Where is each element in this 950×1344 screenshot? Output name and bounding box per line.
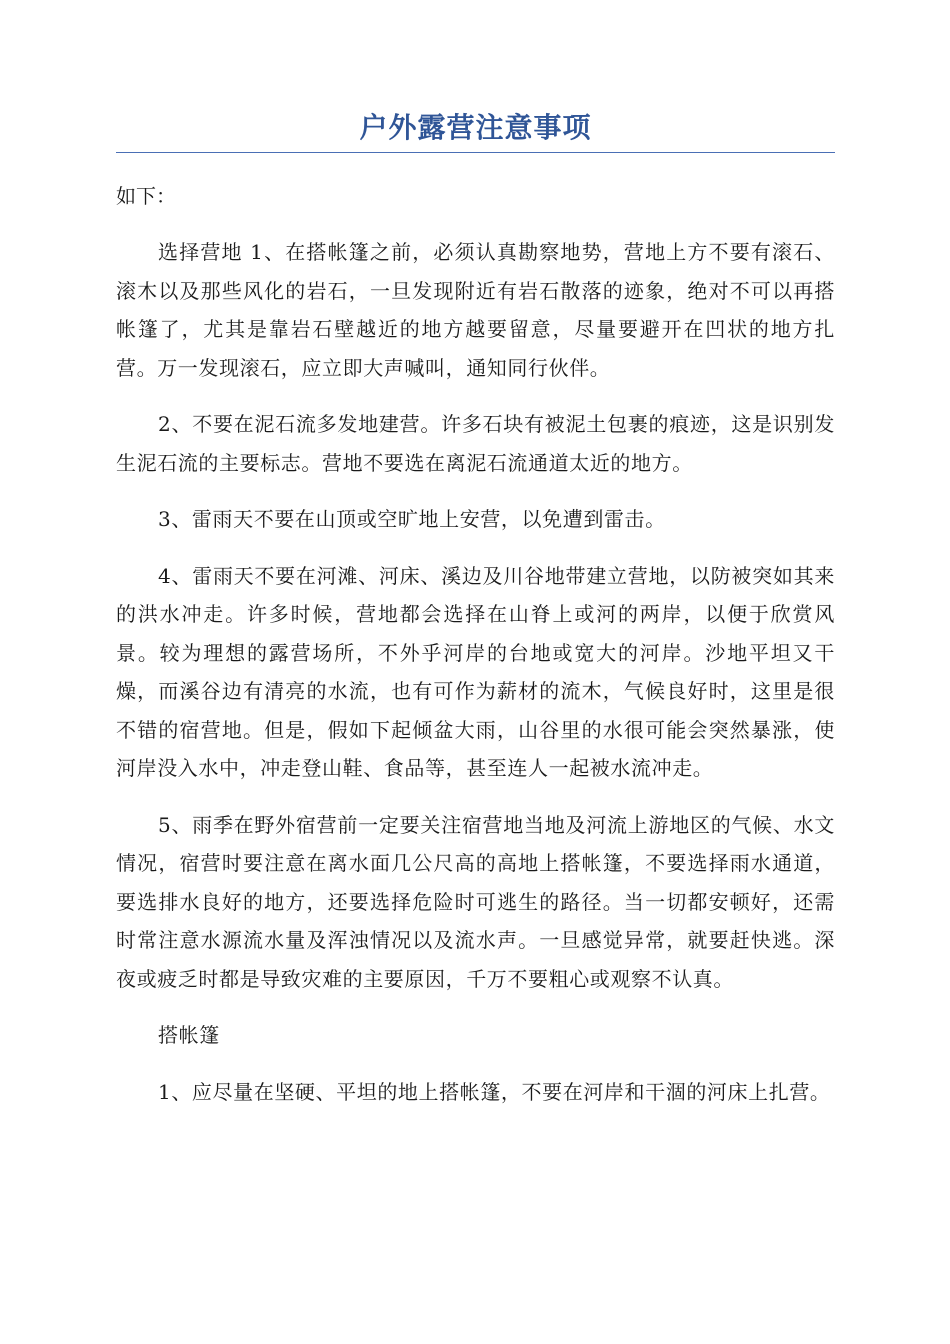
- page-title: 户外露营注意事项: [116, 108, 835, 153]
- paragraph-tent-ground: 1、应尽量在坚硬、平坦的地上搭帐篷，不要在河岸和干涸的河床上扎营。: [158, 1079, 831, 1104]
- paragraph-lightning: 3、雷雨天不要在山顶或空旷地上安营，以免遭到雷击。: [158, 507, 666, 531]
- paragraph-site-selection: 选择营地 1、在搭帐篷之前，必须认真勘察地势，营地上方不要有滚石、滚木以及那些风化的岩石，一旦发现附近有岩石散落的迹象，绝对不可以再搭帐篷了，尤其是靠岩石壁越近的地方越要留意，尽量要避开在凹状的地方扎营。万一发现滚石，应立即大声喊叫，通知同行伙伴。: [116, 240, 835, 380]
- intro-text: 如下：: [116, 184, 176, 208]
- section-heading-pitching-tent: 搭帐篷: [158, 1023, 220, 1047]
- paragraph-rainy-season: 5、雨季在野外宿营前一定要关注宿营地当地及河流上游地区的气候、水文情况，宿营时要注意在离水面几公尺高的高地上搭帐篷，不要选择雨水通道，要选排水良好的地方，还要选择危险时可逃生的路径。当一切都安顿好，还需时常注意水源流水量及浑浊情况以及流水声。一旦感觉异常，就要赶快逃。深夜或疲乏时都是导致灾难的主要原因，千万不要粗心或观察不认真。: [116, 812, 835, 991]
- document-page: [116, 108, 835, 1111]
- paragraph-mudslide: 2、不要在泥石流多发地建营。许多石块有被泥土包裹的痕迹，这是识别发生泥石流的主要标志。营地不要选在离泥石流通道太近的地方。: [116, 412, 835, 475]
- paragraph-flood: 4、雷雨天不要在河滩、河床、溪边及川谷地带建立营地，以防被突如其来的洪水冲走。许多时候，营地都会选择在山脊上或河的两岸，以便于欣赏风景。较为理想的露营场所，不外乎河岸的台地或宽大的河岸。沙地平坦又干燥，而溪谷边有清亮的水流，也有可作为薪材的流木，气候良好时，这里是很不错的宿营地。但是，假如下起倾盆大雨，山谷里的水很可能会突然暴涨，使河岸没入水中，冲走登山鞋、食品等，甚至连人一起被水流冲走。: [116, 563, 835, 780]
